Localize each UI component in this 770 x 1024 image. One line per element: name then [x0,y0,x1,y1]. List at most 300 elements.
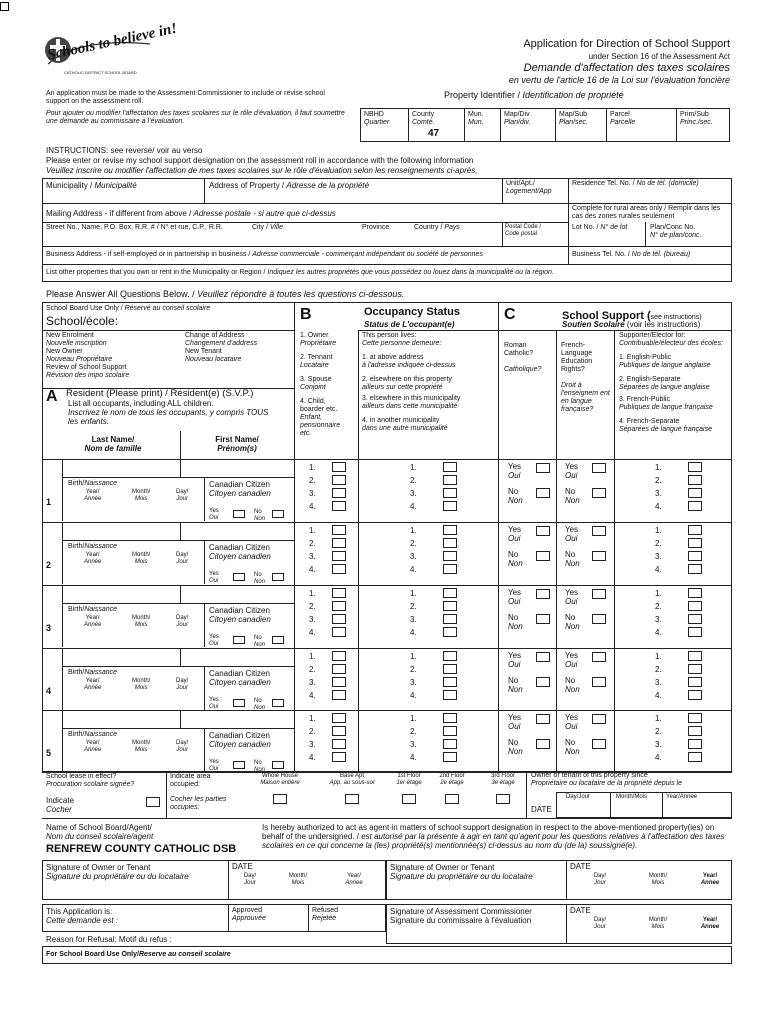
citizen-no-checkbox[interactable] [272,699,284,707]
logo-subtitle: CATHOLIC DISTRICT SCHOOL BOARD [64,70,137,75]
birth-month-field[interactable]: Month/ Mois [132,615,151,628]
section-c-title: School Support (see instructions) [562,310,702,322]
support-checkbox[interactable] [688,677,702,687]
relationship-option-label: 2. [309,665,316,674]
citizen-no-checkbox[interactable] [272,573,284,581]
name-divider [180,459,181,477]
yes-label-rc: Yes Oui [508,651,522,669]
support-checkbox[interactable] [688,651,702,661]
support-option-label: 2. [655,539,662,548]
first-name-input[interactable] [182,648,292,666]
occupancy-checkbox[interactable] [443,752,457,762]
plan-field[interactable]: Plan/Conc No. N° de plan/conc. [650,224,702,239]
support-checkbox[interactable] [688,726,702,736]
title-en: Application for Direction of School Support [523,38,730,50]
occupancy-option-label: 3. [410,489,417,498]
relationship-option-label: 2. [309,727,316,736]
relationship-option-label: 4. [309,691,316,700]
yes-checkbox-fl[interactable] [592,652,606,662]
name-underline [62,477,294,478]
notice-fr: Pour ajouter ou modifier l'affectation des taxes scolaires sur le rôle d'évaluation, il faut soumettre une demande au commissaire à l'évaluation. [46,110,345,125]
section-fr: en vertu de l'article 16 de la Loi sur l'évaluation foncière [508,75,730,85]
name-divider [180,648,181,666]
municipality-field[interactable]: Municipality / Municipalité [46,181,137,190]
occupancy-option-label: 1. [410,714,417,723]
citizen-yes-label: Yes Oui [209,571,219,584]
support-checkbox[interactable] [688,713,702,723]
lease-question: School lease in effect? Procuration scolaire signée? [46,773,135,788]
relationship-checkbox[interactable] [332,538,346,548]
occupancy-checkbox[interactable] [443,601,457,611]
support-option-label: 2. [655,665,662,674]
name-divider [180,522,181,540]
name-divider [180,710,181,728]
commissioner-label: Signature of Assessment Commissioner Signature du commissaire à l'évaluation [390,907,532,925]
citizen-label: Canadian Citizen Citoyen canadien [209,731,271,749]
area-option[interactable]: 2nd Floor 2e étage [439,773,465,786]
lot-field[interactable]: Lot No. / N° de lot [572,224,628,231]
support-checkbox[interactable] [688,538,702,548]
relationship-option-label: 4. [309,565,316,574]
occupancy-option-label: 2. [410,665,417,674]
support-checkbox[interactable] [688,739,702,749]
relationship-checkbox[interactable] [332,614,346,624]
birth-month-field[interactable]: Month/ Mois [132,552,151,565]
no-label-rc: No Non [508,550,523,568]
occupancy-checkbox[interactable] [443,690,457,700]
support-option-label: 4. [655,502,662,511]
section-a-line2: Inscrivez le nom de tous les occupants, y compris TOUS les enfants. [68,408,269,426]
birth-label: Birth/Naissance [68,731,118,738]
first-name-input[interactable] [182,710,292,728]
no-checkbox-fl[interactable] [592,488,606,498]
citizen-no-label: No Non [254,698,266,711]
name-underline [62,603,294,604]
no-label-rc: No Non [508,676,523,694]
citizen-yes-checkbox[interactable] [233,573,245,581]
relationship-checkbox[interactable] [332,752,346,762]
owner-signature-label: Signature of Owner or Tenant Signature du propriétaire ou du locataire [46,863,189,881]
birth-citizen-divider [204,540,205,584]
support-option-label: 2. [655,476,662,485]
first-name-input[interactable] [182,522,292,540]
name-divider [180,585,181,603]
yes-checkbox-fl[interactable] [592,589,606,599]
row-number: 4 [46,686,52,696]
relationship-checkbox[interactable] [332,726,346,736]
since-label: Owner or tenant of this property since Propriétaire ou locataire de la propriété depuis le [531,772,682,787]
pid-county-value: 47 [428,128,440,139]
support-option-label: 1. [655,589,662,598]
area-option[interactable]: Base Apt App. au sous-sol [329,773,375,786]
birth-month-field[interactable]: Month/ Mois [132,489,151,502]
support-checkbox[interactable] [688,601,702,611]
yes-label-rc: Yes Oui [508,462,522,480]
yes-label-fl: Yes Oui [565,525,579,543]
relationship-option-label: 3. [309,678,316,687]
logo-text: Schools to believe in! [46,20,179,64]
support-checkbox[interactable] [688,462,702,472]
support-option-label: 3. [655,552,662,561]
support-checkbox[interactable] [688,664,702,674]
relationship-checkbox[interactable] [332,651,346,661]
no-label-rc: No Non [508,487,523,505]
support-option-label: 3. [655,615,662,624]
birth-citizen-divider [204,728,205,772]
last-name-input[interactable] [64,522,180,540]
relationship-option-label: 3. [309,615,316,624]
birth-month-field[interactable]: Month/ Mois [132,678,151,691]
area-option[interactable]: 3rd Floor 3e étage [490,773,515,786]
occupancy-option-label: 2. [410,727,417,736]
commissioner-date-month: Month/ Mois [648,917,668,930]
other-properties-field[interactable]: List other properties that you own or rent in the Municipality or Region / Indiquez les autres propriétés que vous possédez ou louez dans la municipalité ou la région. [46,269,554,276]
occupancy-checkbox[interactable] [443,564,457,574]
indicate-label: Indicate Cocher [46,796,75,814]
no-checkbox-rc[interactable] [536,488,550,498]
birth-citizen-divider [204,666,205,710]
occupancy-option-label: 1. [410,589,417,598]
no-checkbox-rc[interactable] [536,677,550,687]
no-label-fl: No Non [565,550,580,568]
birth-citizen-divider [204,477,205,521]
yes-checkbox-rc[interactable] [536,526,550,536]
relationship-option-label: 4. [309,628,316,637]
relationship-option-label: 1. [309,526,316,535]
relationship-checkbox[interactable] [332,525,346,535]
occupancy-option-label: 4. [410,753,417,762]
relationship-checkbox[interactable] [332,677,346,687]
birth-day-field[interactable]: Day/ Jour [176,489,189,502]
citizen-yes-label: Yes Oui [209,697,219,710]
title-fr: Demande d'affectation des taxes scolaires [523,62,730,74]
approved-option[interactable]: Approved Approuvée [232,907,266,922]
birth-citizen-divider [204,603,205,647]
support-option-label: 2. [655,727,662,736]
school-label[interactable]: School/école: [46,314,119,328]
row-number-divider [62,585,63,647]
no-label-fl: No Non [565,738,580,756]
pid-county[interactable]: County Comté. [412,111,435,126]
birth-year-field[interactable]: Year/ Année [84,615,102,628]
relationship-option-label: 2. [309,476,316,485]
occupancy-checkbox[interactable] [443,664,457,674]
citizen-no-checkbox[interactable] [272,636,284,644]
corner-mark [0,2,9,11]
board-use-footer-label: For School Board Use Only/Reserve au conseil scolaire [46,951,231,958]
support-checkbox[interactable] [688,627,702,637]
no-label-rc: No Non [508,613,523,631]
occupancy-option-label: 4. [410,565,417,574]
citizen-no-checkbox[interactable] [272,510,284,518]
no-label-fl: No Non [565,487,580,505]
instructions-2: Please enter or revise my school support designation on the assessment roll in accordance with the following information [46,156,474,165]
support-checkbox[interactable] [688,614,702,624]
business-tel-field[interactable]: Business Tel. No. / No de tél. (bureau) [572,251,691,258]
support-checkbox[interactable] [688,690,702,700]
relationship-checkbox[interactable] [332,588,346,598]
postal-field[interactable]: Postal Code / Code postal [505,224,542,237]
row-number-divider [62,459,63,521]
school-right-options: Change of Address Changement d'address New Tenant Nouveau locataire [185,332,258,363]
pid-prim-sub[interactable]: Prim/Sub Princ./sec. [680,111,713,126]
unit-field[interactable]: Unit/Apt./ Logement/App [506,180,552,195]
support-checkbox[interactable] [688,564,702,574]
birth-day-field[interactable]: Day/ Jour [176,552,189,565]
support-option-label: 1. [655,463,662,472]
citizen-yes-checkbox[interactable] [233,636,245,644]
occupancy-checkbox[interactable] [443,501,457,511]
section-b-subtitle: Status de L'occupant(e) [364,320,455,329]
owner2-date-label: DATE [570,862,591,871]
support-option-label: 1. [655,714,662,723]
first-name-header: First Name/ Prénom(s) [215,435,259,453]
owner-date-month: Month/ Mois [288,873,308,886]
occupancy-option-label: 4. [410,502,417,511]
property-id-title-en: Property Identifier / [444,90,523,100]
mailing-address-field[interactable]: Mailing Address - if different from above / Adresse postale - si autre que ci-dessus [46,209,336,218]
support-checkbox[interactable] [688,752,702,762]
relationship-checkbox[interactable] [332,488,346,498]
yes-checkbox-rc[interactable] [536,652,550,662]
country-field[interactable]: Country / Pays [414,224,460,231]
owner2-date-day: Day/ Jour [593,873,607,886]
yes-label-rc: Yes Oui [508,525,522,543]
yes-checkbox-rc[interactable] [536,463,550,473]
relationship-legend: 1. Owner Propriétaire 2. Tennant Locataire 3. Spouse Conjoint 4. Child, boarder etc. Enfant, pensionnaire etc. [300,332,341,437]
support-option-label: 4. [655,565,662,574]
relationship-checkbox[interactable] [332,462,346,472]
support-option-label: 3. [655,489,662,498]
since-year: Year/Annee [666,794,698,800]
area-checkbox[interactable] [273,794,287,804]
relationship-option-label: 1. [309,463,316,472]
owner-date-label: DATE [232,862,253,871]
citizen-label: Canadian Citizen Citoyen canadien [209,480,271,498]
occupancy-option-label: 1. [410,652,417,661]
pid-parcel[interactable]: Parcel Parcelle [610,111,636,126]
birth-year-field[interactable]: Year/ Année [84,678,102,691]
birth-year-field[interactable]: Year/ Année [84,489,102,502]
area-option[interactable]: Whole House Maison entière [260,773,300,786]
yes-label-fl: Yes Oui [565,462,579,480]
birth-label: Birth/Naissance [68,669,118,676]
yes-label-rc: Yes Oui [508,713,522,731]
relationship-option-label: 2. [309,539,316,548]
parties-label: Cocher les parties occupies: [170,796,227,811]
first-name-input[interactable] [182,585,292,603]
relationship-checkbox[interactable] [332,664,346,674]
row-number-divider [62,648,63,710]
support-option-label: 2. [655,602,662,611]
citizen-no-label: No Non [254,760,266,773]
pid-map-sub[interactable]: Map/Sub Plan/sec. [559,111,588,126]
support-option-label: 3. [655,678,662,687]
occupancy-checkbox[interactable] [443,488,457,498]
school-left-options: New Enrolment Nouvelle inscription New Owner Nouveau Propriétaire Review of School Support Révision des impo scolaire [46,332,130,379]
section-a-line1: List all occupants, including ALL children. [68,399,214,408]
street-field[interactable]: Street No., Name, P.O. Box, R.R. # / N° et rue, C.P., R.R. [46,224,223,231]
occupancy-option-label: 1. [410,463,417,472]
support-checkbox[interactable] [688,551,702,561]
relationship-option-label: 1. [309,589,316,598]
relationship-checkbox[interactable] [332,713,346,723]
relationship-checkbox[interactable] [332,627,346,637]
relationship-option-label: 1. [309,652,316,661]
occupancy-option-label: 1. [410,526,417,535]
instructions-1: INSTRUCTIONS: see reverse/ voir au verso [46,146,203,155]
name-underline [62,540,294,541]
occupancy-option-label: 2. [410,602,417,611]
area-checkbox[interactable] [402,794,416,804]
no-label-rc: No Non [508,738,523,756]
relationship-option-label: 3. [309,552,316,561]
area-checkbox[interactable] [445,794,459,804]
row-number: 2 [46,560,52,570]
occupancy-checkbox[interactable] [443,627,457,637]
area-question: Indicate area occupied: [170,773,211,788]
pid-map-div[interactable]: Map/Div Plan/div. [504,111,531,126]
citizen-no-checkbox[interactable] [272,761,284,769]
occupancy-checkbox[interactable] [443,614,457,624]
occupancy-checkbox[interactable] [443,538,457,548]
commissioner-date-label: DATE [570,906,591,915]
no-checkbox-fl[interactable] [592,551,606,561]
birth-year-field[interactable]: Year/ Année [84,552,102,565]
rc-question: Roman Catholic? Catholique? [504,342,542,373]
occupancy-option-label: 2. [410,539,417,548]
citizen-no-label: No Non [254,572,266,585]
yes-checkbox-fl[interactable] [592,463,606,473]
occupancy-checkbox[interactable] [443,651,457,661]
since-month: Month/Mois [616,794,648,800]
pid-nbhd[interactable]: NBHD Quartier [364,111,390,126]
yes-checkbox-fl[interactable] [592,714,606,724]
citizen-yes-checkbox[interactable] [233,699,245,707]
pid-mun[interactable]: Mun. Mun. [468,111,484,126]
yes-checkbox-rc[interactable] [536,589,550,599]
support-checkbox[interactable] [688,501,702,511]
occupancy-checkbox[interactable] [443,475,457,485]
agent-label: Name of School Board/Agent/ Nom du conseil scolaire/agent [46,823,154,841]
section-c-subtitle: Soutien Scolaire (voir les instructions) [562,320,701,329]
support-checkbox[interactable] [688,588,702,598]
first-name-input[interactable] [182,459,292,477]
occupancy-checkbox[interactable] [443,726,457,736]
relationship-checkbox[interactable] [332,564,346,574]
refused-option[interactable]: Refused Rejetée [312,907,339,922]
last-name-input[interactable] [64,648,180,666]
relationship-checkbox[interactable] [332,739,346,749]
yes-checkbox-fl[interactable] [592,526,606,536]
no-checkbox-fl[interactable] [592,677,606,687]
occupancy-checkbox[interactable] [443,677,457,687]
property-id-title-fr: Identification de propriété [522,90,624,100]
property-id-title [444,90,624,100]
section-b-title: Occupancy Status [364,306,460,318]
birth-day-field[interactable]: Day/ Jour [176,615,189,628]
agent-board-name[interactable]: RENFREW COUNTY CATHOLIC DSB [46,843,237,855]
citizen-yes-checkbox[interactable] [233,510,245,518]
citizen-yes-label: Yes Oui [209,759,219,772]
owner2-signature-label: Signature of Owner or Tenant Signature du propriétaire ou du locataire [390,863,533,881]
occupancy-checkbox[interactable] [443,551,457,561]
instructions-3: Veuillez inscrire ou modifier l'affectation de mes taxes scolaires sur le rôle d'évaluation selon les renseignements ci-après. [46,166,478,175]
relationship-option-label: 3. [309,740,316,749]
last-name-input[interactable] [64,459,180,477]
support-option-label: 4. [655,691,662,700]
owner2-date-month: Month/ Mois [648,873,668,886]
area-option[interactable]: 1st Floor 1er étage [396,773,422,786]
occupancy-checkbox[interactable] [443,739,457,749]
lease-checkbox[interactable] [146,797,160,807]
birth-label: Birth/Naissance [68,480,118,487]
agent-authorization: Is hereby authorized to act as agent in matters of school support designation in respect to the above-mentioned property(ies) on behalf of the undersigned. / est autorisé par la présente à agir en tant qu'agent pour les questions relatives à l'affectation des taxes scolaires en ce qui concerne la (les) propriété(s) mentionnée(s) ci-dessus au nom du (de la) soussigné(e). [262,823,725,850]
occupancy-checkbox[interactable] [443,525,457,535]
no-checkbox-fl[interactable] [592,614,606,624]
city-field[interactable]: City / Ville [252,224,283,231]
support-checkbox[interactable] [688,488,702,498]
owner2-date-year: Year/ Annee [700,873,720,886]
relationship-checkbox[interactable] [332,690,346,700]
birth-month-field[interactable]: Month/ Mois [132,740,151,753]
area-checkbox[interactable] [496,794,510,804]
residence-tel-field[interactable]: Residence Tel. No. / No de tél. (domicile) [572,180,699,187]
relationship-checkbox[interactable] [332,551,346,561]
occupancy-checkbox[interactable] [443,713,457,723]
occupancy-checkbox[interactable] [443,588,457,598]
row-number: 5 [46,748,52,758]
occupancy-checkbox[interactable] [443,462,457,472]
board-use-label: School Board Use Only / Réservé au conseil scolaire [46,305,211,312]
no-checkbox-rc[interactable] [536,614,550,624]
property-address-field[interactable]: Address of Property / Adresse de la propriété [209,181,370,190]
last-name-input[interactable] [64,710,180,728]
application-is-label: This Application is: Cette demande est : [46,907,119,925]
occupancy-option-label: 3. [410,615,417,624]
birth-day-field[interactable]: Day/ Jour [176,740,189,753]
support-option-label: 4. [655,753,662,762]
refusal-reason[interactable]: Reason for Refusal: Motif du refus : [46,935,172,944]
relationship-option-label: 4. [309,502,316,511]
yes-checkbox-rc[interactable] [536,714,550,724]
supporter-options: Supporter/Elector for: Contribuable/électeur des écoles: 1. English-Public Publiques de langue anglaise 2. English-Separate Séparées de langue anglaise 3. French-Public Publiques de langue française 4. French-Separate Séparées de langue française [619,332,723,433]
birth-year-field[interactable]: Year/ Année [84,740,102,753]
answer-all: Please Answer All Questions Below. / Veuillez répondre à toutes les questions ci-dessous. [46,289,405,299]
support-checkbox[interactable] [688,475,702,485]
row-number-divider [62,710,63,772]
occupancy-option-label: 2. [410,476,417,485]
business-address-field[interactable]: Business Address - if self-employed or in partnership in business / Adresse commerciale - commerçant indépendant ou société de personnes [46,251,483,258]
no-checkbox-rc[interactable] [536,739,550,749]
citizen-yes-checkbox[interactable] [233,761,245,769]
no-checkbox-fl[interactable] [592,739,606,749]
relationship-option-label: 2. [309,602,316,611]
support-checkbox[interactable] [688,525,702,535]
notice-en: An application must be made to the Assessment Commissioner to include or revise school support on the assessment roll. [46,90,325,105]
occupancy-option-label: 3. [410,740,417,749]
last-name-input[interactable] [64,585,180,603]
area-checkbox[interactable] [345,794,359,804]
relationship-checkbox[interactable] [332,475,346,485]
no-checkbox-rc[interactable] [536,551,550,561]
no-label-fl: No Non [565,676,580,694]
birth-day-field[interactable]: Day/ Jour [176,678,189,691]
province-field[interactable]: Province [362,224,390,231]
relationship-checkbox[interactable] [332,501,346,511]
yes-label-rc: Yes Oui [508,588,522,606]
relationship-checkbox[interactable] [332,601,346,611]
